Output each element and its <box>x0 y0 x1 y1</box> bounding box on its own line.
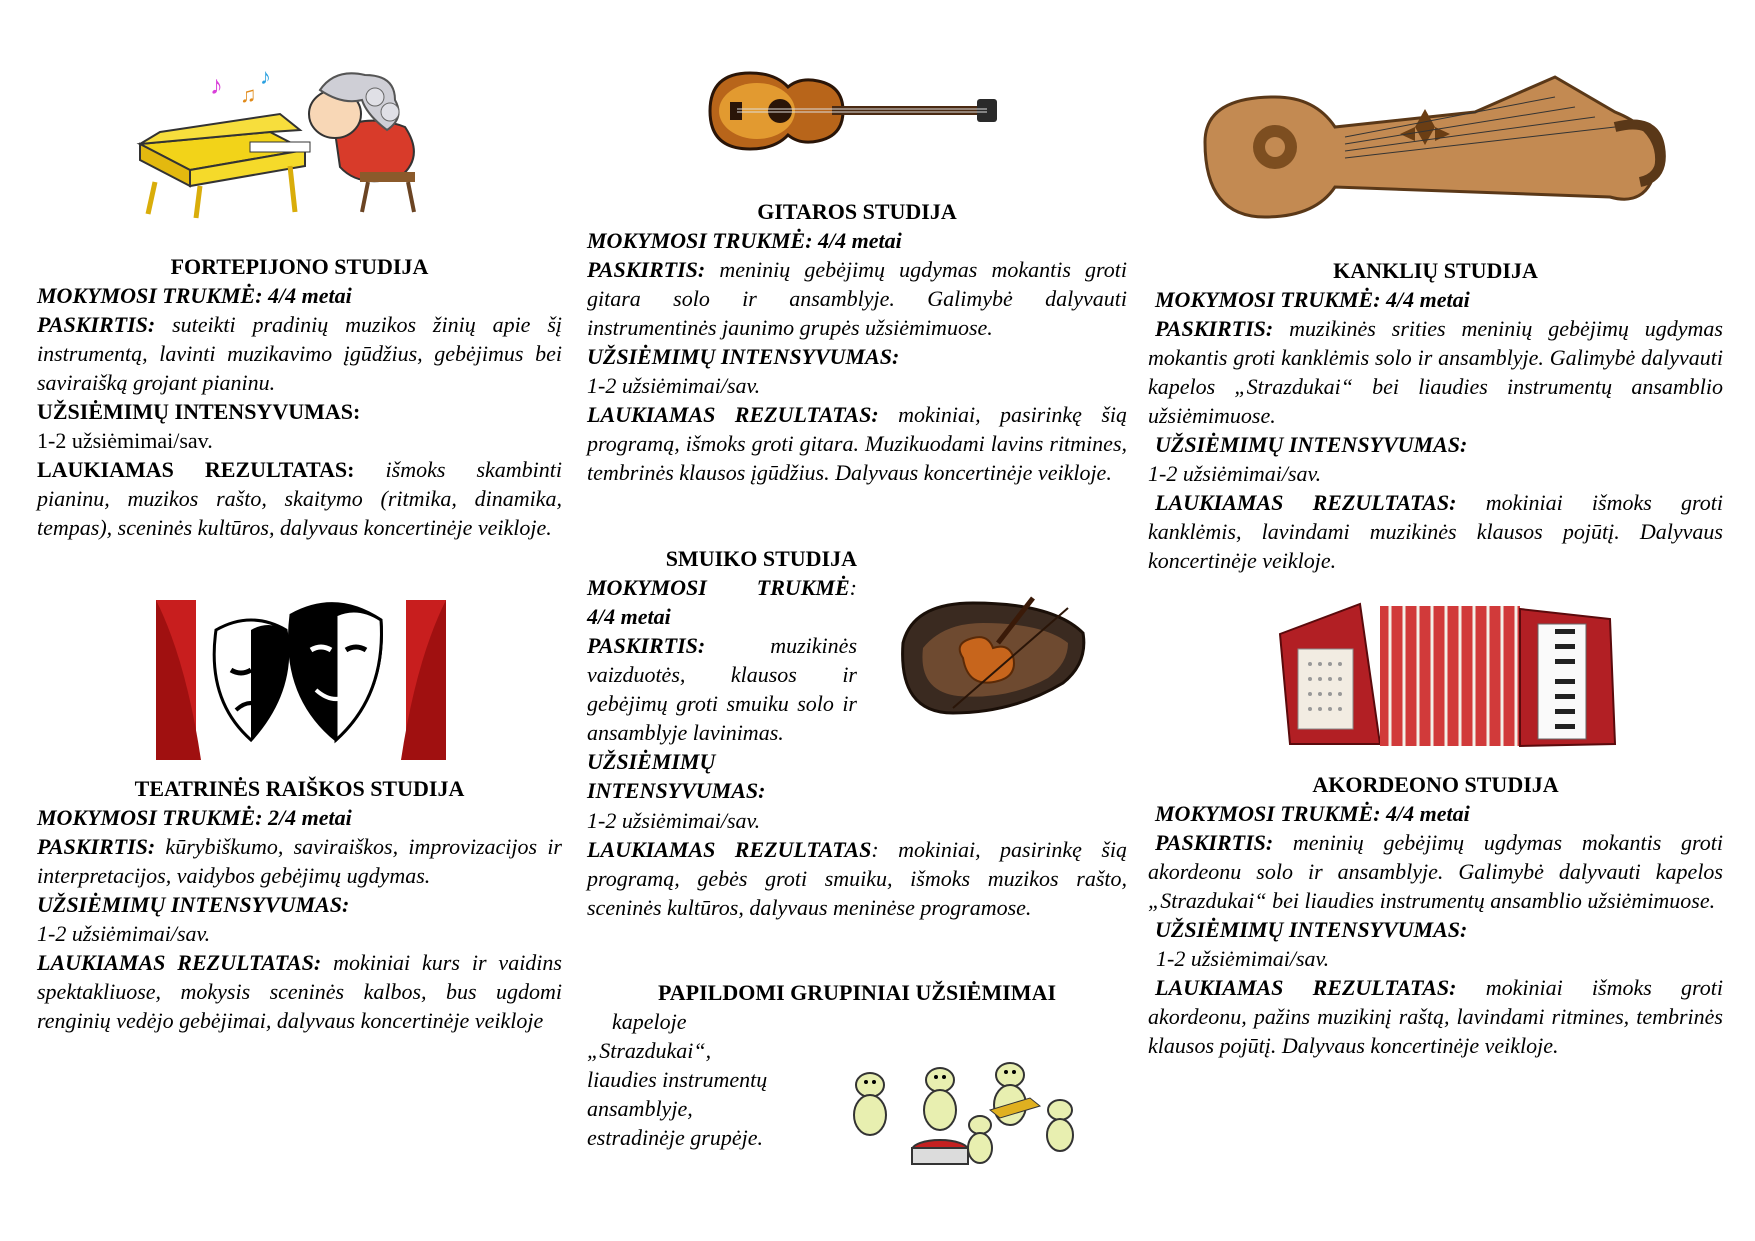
papildomi-section <box>587 978 1127 1152</box>
guitar-illustration <box>702 66 1002 156</box>
duration: MOKYMOSI TRUKMĖ: 2/4 metai <box>37 805 352 830</box>
result-text: : mokiniai, pasirinkę šią programą, gebės groti smuiku, išmoks muzikos rašto, sceninės kultūros, dalyvaus meninėse programose. <box>587 837 1127 920</box>
result-label: LAUKIAMAS REZULTATAS: <box>587 402 879 427</box>
papildomi-line: estradinėje grupėje. <box>587 1125 763 1150</box>
gitaros-section <box>587 197 1127 487</box>
duration: MOKYMOSI TRUKMĖ: 4/4 metai <box>37 283 352 308</box>
section-title: AKORDEONO STUDIJA <box>1312 772 1559 797</box>
kankles-illustration <box>1195 72 1675 222</box>
intensity-text: 1-2 užsiėmimai/sav. <box>587 373 761 398</box>
intensity-label-2: INTENSYVUMAS: <box>587 778 766 803</box>
akordeono-section <box>1148 770 1723 1060</box>
papildomi-line: „Strazdukai“, <box>587 1038 712 1063</box>
result-label: LAUKIAMAS REZULTATAS <box>587 837 872 862</box>
teatrines-section <box>37 774 562 1035</box>
intensity-text: 1-2 užsiėmimai/sav. <box>1156 946 1330 971</box>
duration: MOKYMOSI TRUKMĖ: 4/4 metai <box>587 228 902 253</box>
purpose-label: PASKIRTIS: <box>37 312 156 337</box>
intensity-text: 1-2 užsiėmimai/sav. <box>37 921 211 946</box>
purpose-label: PASKIRTIS: <box>1155 316 1274 341</box>
result-text: mokiniai kurs ir vaidins spektakliuose, mokysis sceninės kalbos, bus ugdomi renginių vedėjo gebėjimai, dalyvaus koncertinėje veikloje <box>37 950 562 1033</box>
section-title: PAPILDOMI GRUPINIAI UŽSIĖMIMAI <box>657 980 1057 1005</box>
duration: MOKYMOSI TRUKMĖ: 4/4 metai <box>1155 287 1470 312</box>
result-label: LAUKIAMAS REZULTATAS: <box>37 457 355 482</box>
result-text: mokiniai išmoks groti kanklėmis, lavindami muzikinės klausos pojūtį. Dalyvaus koncertinėje veikloje. <box>1148 490 1723 573</box>
purpose-label: PASKIRTIS: <box>587 633 706 658</box>
purpose-label: PASKIRTIS: <box>587 257 706 282</box>
intensity-label: UŽSIĖMIMŲ INTENSYVUMAS: <box>1155 432 1468 457</box>
purpose-text: meninių gebėjimų ugdymas mokantis groti akordeonu solo ir ansamblyje. Galimybė dalyvauti kapelos „Strazdukai“ bei liaudies instrumentų ansamblio užsiėmimuose. <box>1148 830 1723 913</box>
purpose-label: PASKIRTIS: <box>1155 830 1274 855</box>
result-label: LAUKIAMAS REZULTATAS: <box>37 950 322 975</box>
section-title: SMUIKO STUDIJA <box>665 546 857 571</box>
papildomi-line: liaudies instrumentų <box>587 1067 768 1092</box>
intensity-text: 1-2 užsiėmimai/sav. <box>1148 461 1322 486</box>
purpose-text: kūrybiškumo, saviraiškos, improvizacijos ir interpretacijos, vaidybos gebėjimų ugdymas. <box>37 834 562 888</box>
purpose-text: muzikinės vaizduotės, klausos ir gebėjimų groti smuiku solo ir ansamblyje lavinimas. <box>587 633 857 745</box>
intensity-text: 1-2 užsiėmimai/sav. <box>37 428 213 453</box>
duration-value: 4/4 metai <box>587 604 671 629</box>
intensity-label: UŽSIĖMIMŲ INTENSYVUMAS: <box>37 399 361 424</box>
kankliu-section <box>1148 256 1723 575</box>
section-title: FORTEPIJONO STUDIJA <box>170 254 429 279</box>
purpose-text: meninių gebėjimų ugdymas mokantis groti gitara solo ir ansamblyje. Galimybė dalyvauti instrumentinės jaunimo grupės užsiėmimuose. <box>587 257 1127 340</box>
papildomi-line: ansamblyje, <box>587 1096 693 1121</box>
intensity-text: 1-2 užsiėmimai/sav. <box>587 808 761 833</box>
smuiko-section-cont <box>587 806 1127 922</box>
intensity-label: UŽSIĖMIMŲ INTENSYVUMAS: <box>1155 917 1468 942</box>
section-title: GITAROS STUDIJA <box>757 199 957 224</box>
accordion-illustration <box>1270 594 1630 759</box>
papildomi-line: kapeloje <box>612 1009 687 1034</box>
svg-text:♫: ♫ <box>240 82 257 107</box>
duration-label: MOKYMOSI TRUKMĖ <box>587 575 850 600</box>
result-label: LAUKIAMAS REZULTATAS: <box>1155 975 1457 1000</box>
violin-illustration <box>893 588 1093 723</box>
result-text: mokiniai išmoks groti akordeonu, pažins muzikinį raštą, lavindami ritmines, tembrinės klausos pojūtį. Dalyvaus koncertinėje veikloje. <box>1148 975 1723 1058</box>
svg-text:♪: ♪ <box>260 64 271 89</box>
section-title: KANKLIŲ STUDIJA <box>1333 258 1538 283</box>
duration: MOKYMOSI TRUKMĖ: 4/4 metai <box>1155 801 1470 826</box>
smuiko-section <box>587 544 857 805</box>
purpose-label: PASKIRTIS: <box>37 834 156 859</box>
theatre-masks-illustration <box>156 600 446 760</box>
intensity-label-1: UŽSIĖMIMŲ <box>587 749 716 774</box>
purpose-text: suteikti pradinių muzikos žinių apie šį instrumentą, lavinti muzikavimo įgūdžius, gebėjimus bei saviraišką grojant pianinu. <box>37 312 562 395</box>
fortepijono-section <box>37 252 562 542</box>
intensity-label: UŽSIĖMIMŲ INTENSYVUMAS: <box>587 344 900 369</box>
section-title: TEATRINĖS RAIŠKOS STUDIJA <box>134 776 465 801</box>
intensity-label: UŽSIĖMIMŲ INTENSYVUMAS: <box>37 892 350 917</box>
purpose-text: muzikinės srities meninių gebėjimų ugdymas mokantis groti kanklėmis solo ir ansamblyje. Galimybė dalyvauti kapelos „Strazdukai“ bei liaudies instrumentų ansamblio užsiėmimuose. <box>1148 316 1723 428</box>
svg-text:♪: ♪ <box>210 71 223 100</box>
result-label: LAUKIAMAS REZULTATAS: <box>1155 490 1457 515</box>
result-text: mokiniai, pasirinkę šią programą, išmoks groti gitara. Muzikuodami lavins ritmines, tembrinės klausos įgūdžius. Dalyvaus koncertinėje veikloje. <box>587 402 1127 485</box>
piano-illustration <box>130 62 465 222</box>
duration-colon: : <box>849 575 857 600</box>
result-text: išmoks skambinti pianinu, muzikos rašto, skaitymo (ritmika, dinamika, tempas), sceninės kultūros, dalyvaus koncertinėje veikloje. <box>37 457 562 540</box>
